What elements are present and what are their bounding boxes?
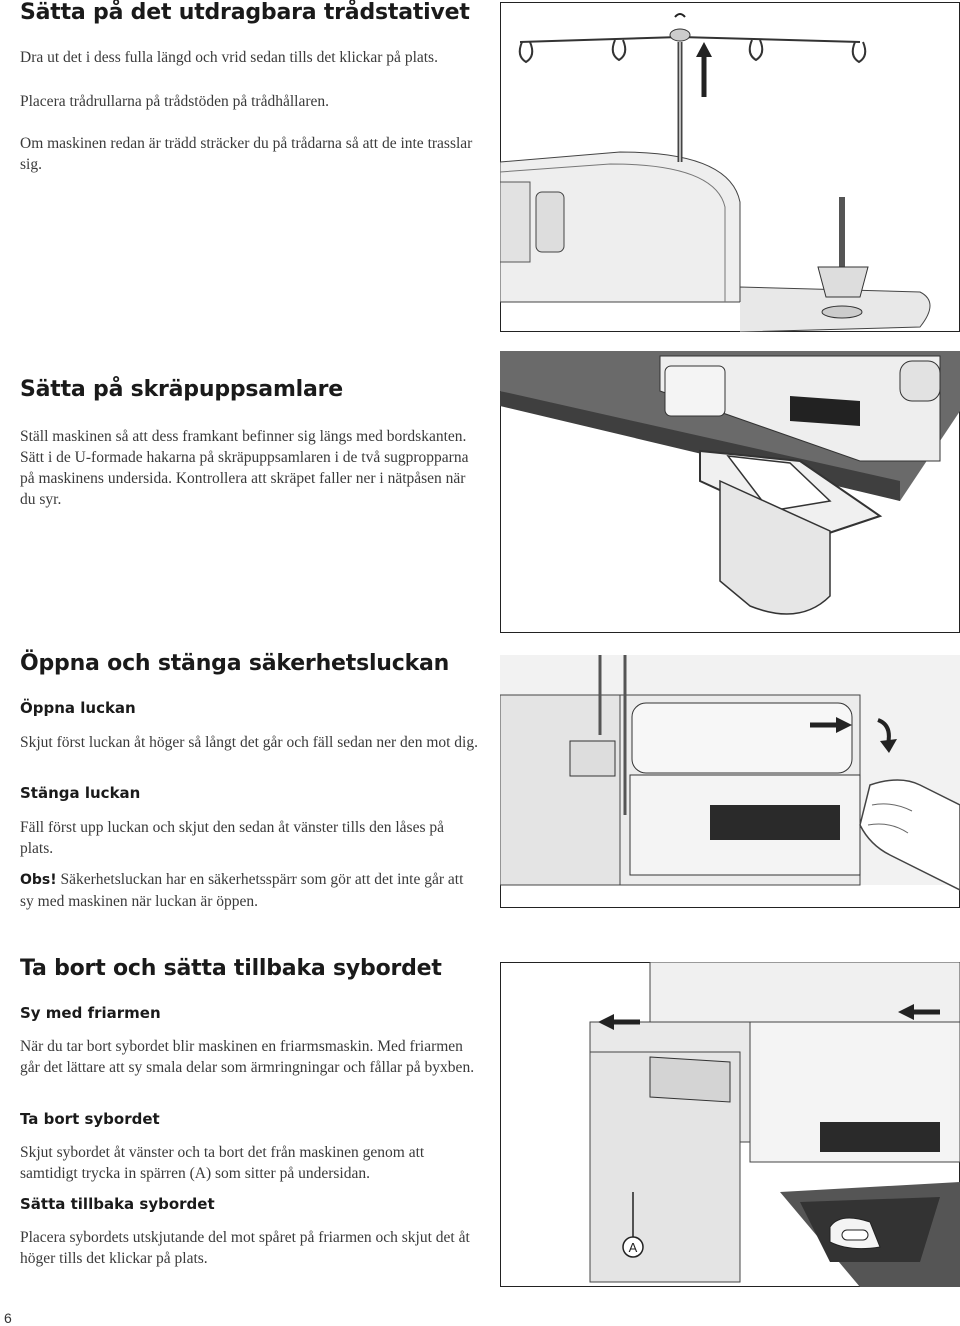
heading-safety-cover: Öppna och stänga säkerhetsluckan [20,651,450,676]
paragraph: När du tar bort sybordet blir maskinen en friarmsmaskin. Med friarmen går det lättare att sy smala delar som ärmringningar och fållar på byxben. [20,1038,475,1076]
subheading-open-cover: Öppna luckan [20,699,136,717]
waste-collector-illustration [500,351,960,633]
paragraph: Placera trådrullarna på trådstöden på trådhållaren. [20,93,329,110]
note-text: Säkerhetsluckan har en säkerhetsspärr som gör att det inte går att sy med maskinen när luckan är öppen. [20,871,464,910]
safety-cover-illustration [500,655,960,908]
paragraph: Skjut sybordet åt vänster och ta bort det från maskinen genom att samtidigt trycka in spärren (A) som sitter på undersidan. [20,1144,425,1182]
heading-waste-collector: Sätta på skräpuppsamlare [20,377,344,402]
latch-label: A [628,1240,638,1255]
heading-sewing-table: Ta bort och sätta tillbaka sybordet [20,956,442,981]
paragraph: Dra ut det i dess fulla längd och vrid sedan tills det klickar på plats. [20,49,438,66]
paragraph: Skjut först luckan åt höger så långt det går och fäll sedan ner den mot dig. [20,734,478,751]
note-label: Obs! [20,872,57,888]
paragraph: Placera sybordets utskjutande del mot spåret på friarmen och skjut det åt höger tills det klickar på plats. [20,1229,470,1267]
subheading-free-arm: Sy med friarmen [20,1004,161,1022]
paragraph: Om maskinen redan är trädd sträcker du på trådarna så att de inte trasslar sig. [20,135,473,173]
paragraph: Fäll först upp luckan och skjut den sedan åt vänster tills den låses på plats. [20,819,445,857]
subheading-remove-table: Ta bort sybordet [20,1110,160,1128]
heading-thread-stand: Sätta på det utdragbara trådstativet [20,0,470,25]
paragraph: Ställ maskinen så att dess framkant befinner sig längs med bordskanten. Sätt i de U-formade hakarna på skräpuppsamlaren i de två sugpropparna på maskinens undersida. Kontrollera att skräpet faller ner i nätpåsen när du syr. [20,428,469,508]
subheading-close-cover: Stänga luckan [20,784,141,802]
sewing-table-illustration [500,962,960,1287]
subheading-attach-table: Sätta tillbaka sybordet [20,1195,215,1213]
thread-stand-illustration [500,2,960,332]
page-number: 6 [4,1310,12,1326]
note-paragraph [20,869,480,912]
